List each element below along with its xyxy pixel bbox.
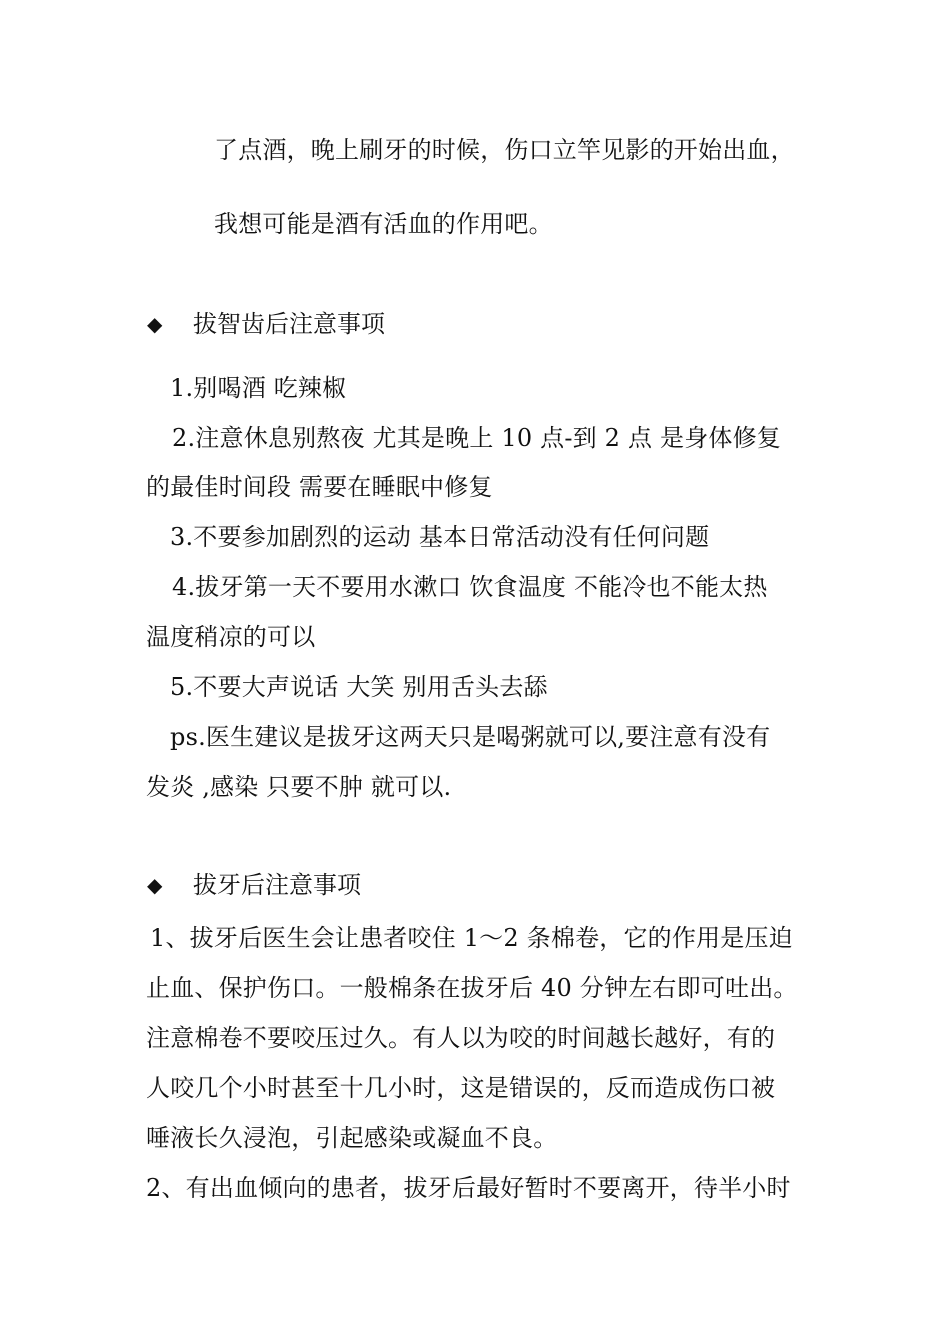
section2-heading	[147, 869, 361, 901]
diamond-bullet-icon: ◆	[147, 312, 163, 336]
section2-line-4: 人咬几个小时甚至十几小时，这是错误的，反而造成伤口被	[146, 1074, 776, 1102]
section2-line-3: 注意棉卷不要咬压过久。有人以为咬的时间越长越好，有的	[146, 1024, 776, 1052]
section2-line-5: 唾液长久浸泡，引起感染或凝血不良。	[146, 1124, 558, 1152]
continuation-line-1: 了点酒，晚上刷牙的时候，伤口立竿见影的开始出血，	[214, 136, 795, 164]
continuation-line-2: 我想可能是酒有活血的作用吧。	[214, 210, 553, 238]
section1-line-8: ps.医生建议是拔牙这两天只是喝粥就可以,要注意有没有	[170, 723, 771, 751]
section1-heading	[147, 308, 385, 340]
section1-line-2: 2.注意休息别熬夜 尤其是晚上 10 点-到 2 点 是身体修复	[172, 424, 781, 452]
section1-line-5: 4.拔牙第一天不要用水漱口 饮食温度 不能冷也不能太热	[172, 573, 768, 601]
section2-line-6: 2、有出血倾向的患者，拔牙后最好暂时不要离开，待半小时	[146, 1174, 791, 1202]
section2-line-1: 1、拔牙后医生会让患者咬住 1～2 条棉卷，它的作用是压迫	[150, 924, 793, 952]
section2-line-2: 止血、保护伤口。一般棉条在拔牙后 40 分钟左右即可吐出。	[146, 974, 798, 1002]
section1-line-4: 3.不要参加剧烈的运动 基本日常活动没有任何问题	[170, 523, 710, 551]
section1-line-7: 5.不要大声说话 大笑 别用舌头去舔	[170, 673, 548, 701]
section1-line-1: 1.别喝酒 吃辣椒	[170, 374, 347, 402]
section1-line-6: 温度稍凉的可以	[146, 623, 316, 651]
section2-title: 拔牙后注意事项	[193, 871, 361, 899]
section1-title: 拔智齿后注意事项	[193, 310, 385, 338]
diamond-bullet-icon: ◆	[147, 873, 163, 897]
section1-line-3: 的最佳时间段 需要在睡眠中修复	[146, 473, 493, 501]
section1-line-9: 发炎 ,感染 只要不肿 就可以.	[146, 773, 452, 801]
